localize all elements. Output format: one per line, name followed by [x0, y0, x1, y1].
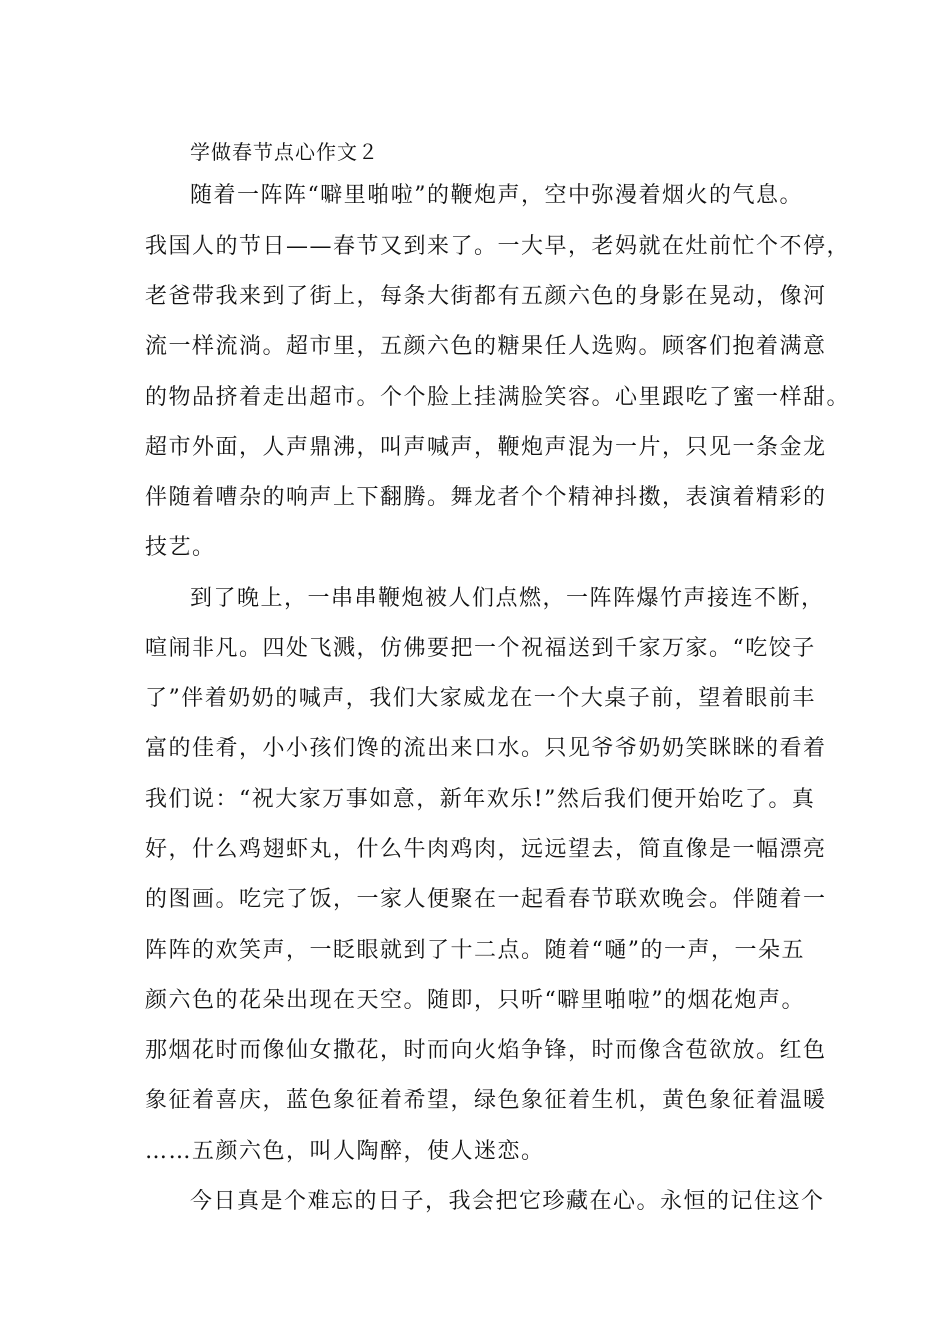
paragraph-2-line-11: 象征着喜庆，蓝色象征着希望，绿色象征着生机，黄色象征着温暖: [145, 1088, 827, 1113]
paragraph-2-line-3: 了”伴着奶奶的喊声，我们大家威龙在一个大桌子前，望着眼前丰: [145, 686, 816, 711]
paragraph-2-line-2: 喧闹非凡。四处飞溅，仿佛要把一个祝福送到千家万家。“吃饺子: [145, 636, 816, 661]
paragraph-2-line-8: 阵阵的欢笑声，一眨眼就到了十二点。随着“嗵”的一声，一朵五: [145, 938, 805, 963]
paragraph-2-line-10: 那烟花时而像仙女撒花，时而向火焰争锋，时而像含苞欲放。红色: [145, 1038, 827, 1063]
paragraph-1-line-3: 老爸带我来到了街上，每条大街都有五颜六色的身影在晃动，像河: [145, 284, 827, 309]
paragraph-2-line-5: 我们说：“祝大家万事如意，新年欢乐!”然后我们便开始吃了。真: [145, 787, 816, 812]
paragraph-1-line-1: 随着一阵阵“噼里啪啦”的鞭炮声，空中弥漫着烟火的气息。: [190, 183, 803, 208]
paragraph-2-line-12: ……五颜六色，叫人陶醉，使人迷恋。: [145, 1139, 545, 1164]
paragraph-1-line-7: 伴随着嘈杂的响声上下翻腾。舞龙者个个精神抖擞，表演着精彩的: [145, 485, 827, 510]
paragraph-1-line-6: 超市外面，人声鼎沸，叫声喊声，鞭炮声混为一片，只见一条金龙: [145, 435, 827, 460]
paragraph-3-line-1: 今日真是个难忘的日子，我会把它珍藏在心。永恒的记住这个: [190, 1189, 825, 1214]
paragraph-2-line-7: 的图画。吃完了饭，一家人便聚在一起看春节联欢晚会。伴随着一: [145, 887, 827, 912]
paragraph-2-line-6: 好，什么鸡翅虾丸，什么牛肉鸡肉，远远望去，简直像是一幅漂亮: [145, 837, 827, 862]
paragraph-2-line-4: 富的佳肴，小小孩们馋的流出来口水。只见爷爷奶奶笑眯眯的看着: [145, 736, 827, 761]
paragraph-1-line-4: 流一样流淌。超市里，五颜六色的糖果任人选购。顾客们抱着满意: [145, 334, 827, 359]
document-title: 学做春节点心作文２: [190, 140, 379, 164]
paragraph-1-line-8: 技艺。: [145, 535, 216, 560]
paragraph-1-line-2: 我国人的节日——春节又到来了。一大早，老妈就在灶前忙个不停，: [145, 234, 851, 259]
paragraph-2-line-9: 颜六色的花朵出现在天空。随即，只听“噼里啪啦”的烟花炮声。: [145, 988, 805, 1013]
paragraph-1-line-5: 的物品挤着走出超市。个个脸上挂满脸笑容。心里跟吃了蜜一样甜。: [145, 385, 851, 410]
paragraph-2-line-1: 到了晚上，一串串鞭炮被人们点燃，一阵阵爆竹声接连不断，: [190, 586, 825, 611]
